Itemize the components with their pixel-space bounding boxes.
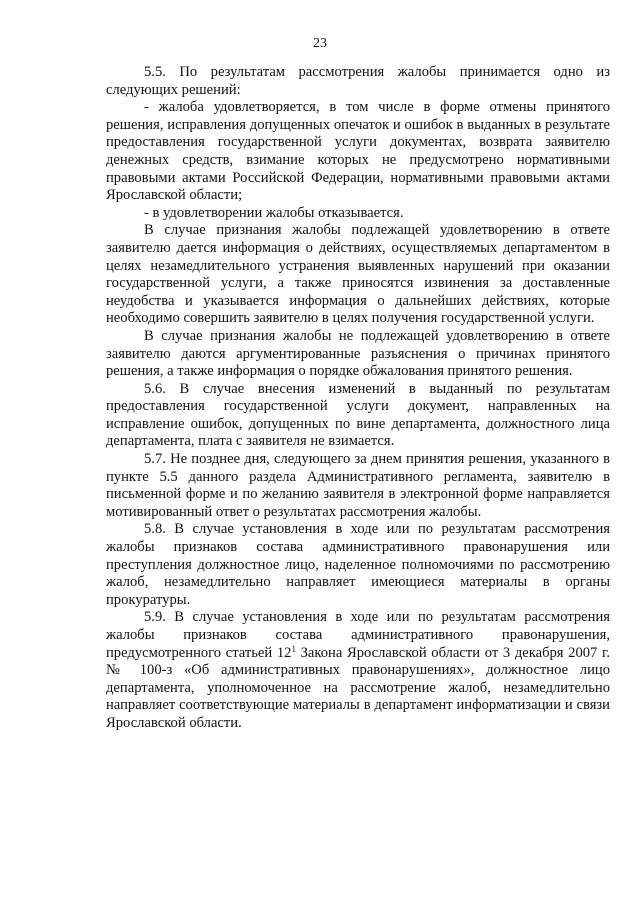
paragraph-complaint-rejected: - в удовлетворении жалобы отказывается.: [144, 204, 404, 221]
article-superscript: 1: [291, 643, 296, 654]
paragraph-satisfaction-case: В случае признания жалобы подлежащей удовлетворению в ответе заявителю дается информация о действиях, осуществляемых департаментом в целях незамедлительного устранения выявленных нарушений при оказании государственной услуги, а также приносятся извинения за доставленные неудобства и указывается информация о дальнейших действиях, которые необходимо совершить заявителю в целях получения государственной услуги.: [106, 222, 610, 327]
paragraph-5-6: 5.6. В случае внесения изменений в выданный по результатам предоставления государственной услуги документ, направленных на исправление ошибок, допущенных по вине департамента, должностного лица департамента, плата с заявителя не взимается.: [106, 380, 610, 450]
paragraph-5-8: 5.8. В случае установления в ходе или по результатам рассмотрения жалобы признаков состава административного правонарушения или преступления должностное лицо, наделенное полномочиями по рассмотрению жалоб, незамедлительно направляет имеющиеся материалы в органы прокуратуры.: [106, 521, 610, 608]
paragraph-5-7: 5.7. Не позднее дня, следующего за днем принятия решения, указанного в пункте 5.5 данного раздела Административного регламента, заявителю в письменной форме и по желанию заявителя в электронной форме направляется мотивированный ответ о результатах рассмотрения жалобы.: [106, 451, 610, 520]
document-body: [106, 64, 610, 733]
page-number: 23: [313, 36, 327, 51]
paragraph-rejection-case: В случае признания жалобы не подлежащей удовлетворению в ответе заявителю даются аргументированные разъяснения о причинах принятого решения, а также информация о порядке обжалования принятого решения.: [106, 327, 610, 380]
paragraph-5-9-part-2: Закона Ярославской области от 3 декабря 2007 г. № 100-з «Об административных правонарушениях», должностное лицо департамента, уполномоченное на рассмотрение жалоб, незамедлительно направляет соответствующие материалы в департамент информатизации и связи Ярославской области.: [106, 644, 610, 731]
paragraph-5-9: [106, 609, 610, 732]
paragraph-complaint-satisfied: - жалоба удовлетворяется, в том числе в форме отмены принятого решения, исправления допущенных опечаток и ошибок в выданных в результате предоставления государственной услуги документах, возврата заявителю денежных средств, взимание которых не предусмотрено нормативными правовыми актами Российской Федерации, нормативными правовыми актами Ярославской области;: [106, 99, 610, 204]
paragraph-5-9-part-1: 5.9. В случае установления в ходе или по результатам рассмотрения жалобы признаков состава административного правонарушения, предусмотренного статьей 12: [106, 609, 610, 661]
paragraph-5-5: 5.5. По результатам рассмотрения жалобы принимается одно из следующих решений:: [106, 64, 610, 98]
